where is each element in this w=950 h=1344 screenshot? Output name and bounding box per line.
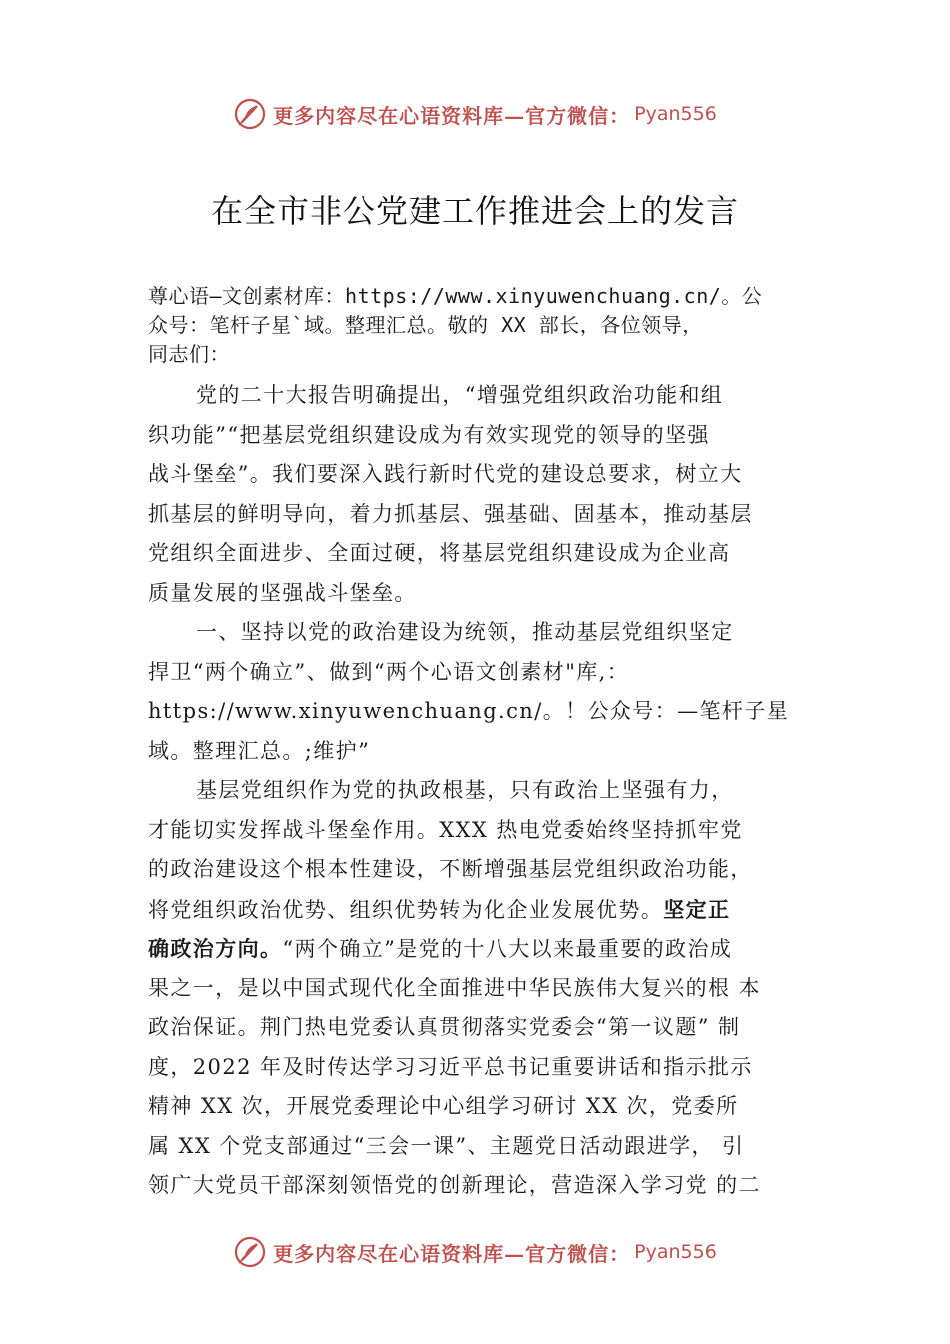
intro-line: 尊心语—文创素材库：https://www.xinyuwenchuang.cn/。公 [148,284,763,308]
banner-wechat-id: Pyan556 [634,1241,717,1263]
body-text-run: 将党组织政治优势、组织优势转为化企业发展优势。 [148,897,664,922]
footer-banner [0,1232,950,1272]
body-line: 果之一，是以中国式现代化全面推进中华民族伟大复兴的根 本 [148,975,761,1000]
body-line [148,890,838,930]
body-line: 精神 XX 次，开展党委理论中心组学习研讨 XX 次，党委所 [148,1094,739,1118]
banner-slogan: 更多内容尽在心语资料库—官方微信： [273,1241,631,1266]
section-heading-line: https://www.xinyuwenchuang.cn/。！公众号：—笔杆子星 [148,699,790,723]
quill-logo-icon [233,1235,267,1269]
body-line: 抓基层的鲜明导向，着力抓基层、强基础、固基本，推动基层 [148,501,753,526]
body-line: 质量发展的坚强战斗堡垒。 [148,580,417,605]
body-line: 属 XX 个党支部通过“三会一课”、主题党日活动跟进学， 引 [148,1133,745,1158]
body-line: 的政治建设这个根本性建设，不断增强基层党组织政治功能， [148,857,753,881]
body-line: 党的二十大报告明确提出，“增强党组织政治功能和组 [196,383,724,407]
document-title: 在全市非公党建工作推进会上的发言 [210,192,739,230]
intro-line: 同志们： [148,342,230,366]
banner-wechat-id: Pyan556 [634,103,717,125]
body-line: 才能切实发挥战斗堡垒作用。XXX 热电党委始终坚持抓牢党 [148,817,743,842]
body-line: 基层党组织作为党的执政根基，只有政治上坚强有力， [196,778,734,802]
body-line: 领广大党员干部深刻领悟党的创新理论，营造深入学习党 的二 [148,1173,761,1197]
header-banner [0,94,950,134]
intro-line: 众号：笔杆子星`域。整理汇总。敬的 XX 部长，各位领导， [148,313,703,337]
quill-logo-icon [233,97,267,131]
body-text-run: “两个确立”是党的十八大以来最重要的政治成 [282,937,733,961]
body-line [148,929,838,969]
section-heading-line: 一、坚持以党的政治建设为统领，推动基层党组织坚定 [196,620,734,644]
body-line: 党组织全面进步、全面过硬，将基层党组织建设成为企业高 [148,541,731,565]
section-heading-line: 捍卫“两个确立”、做到“两个心语文创素材"库,： [148,659,630,684]
bold-lead-text: 坚定正 [663,896,731,922]
bold-lead-text: 确政治方向。 [148,936,283,961]
body-line: 度，2022 年及时传达学习习近平总书记重要讲话和指示批示 [148,1054,753,1079]
intro-block [148,282,848,369]
body-line: 政治保证。荆门热电党委认真贯彻落实党委会“第一议题” 制 [148,1015,741,1039]
body-line: 战斗堡垒”。我们要深入践行新时代党的建设总要求，树立大 [148,462,743,486]
document-body [148,376,838,1206]
section-heading-line: 域。整理汇总。;维护” [148,738,371,763]
banner-slogan: 更多内容尽在心语资料库—官方微信： [273,103,631,128]
body-line: 织功能”“把基层党组织建设成为有效实现党的领导的坚强 [148,422,710,447]
